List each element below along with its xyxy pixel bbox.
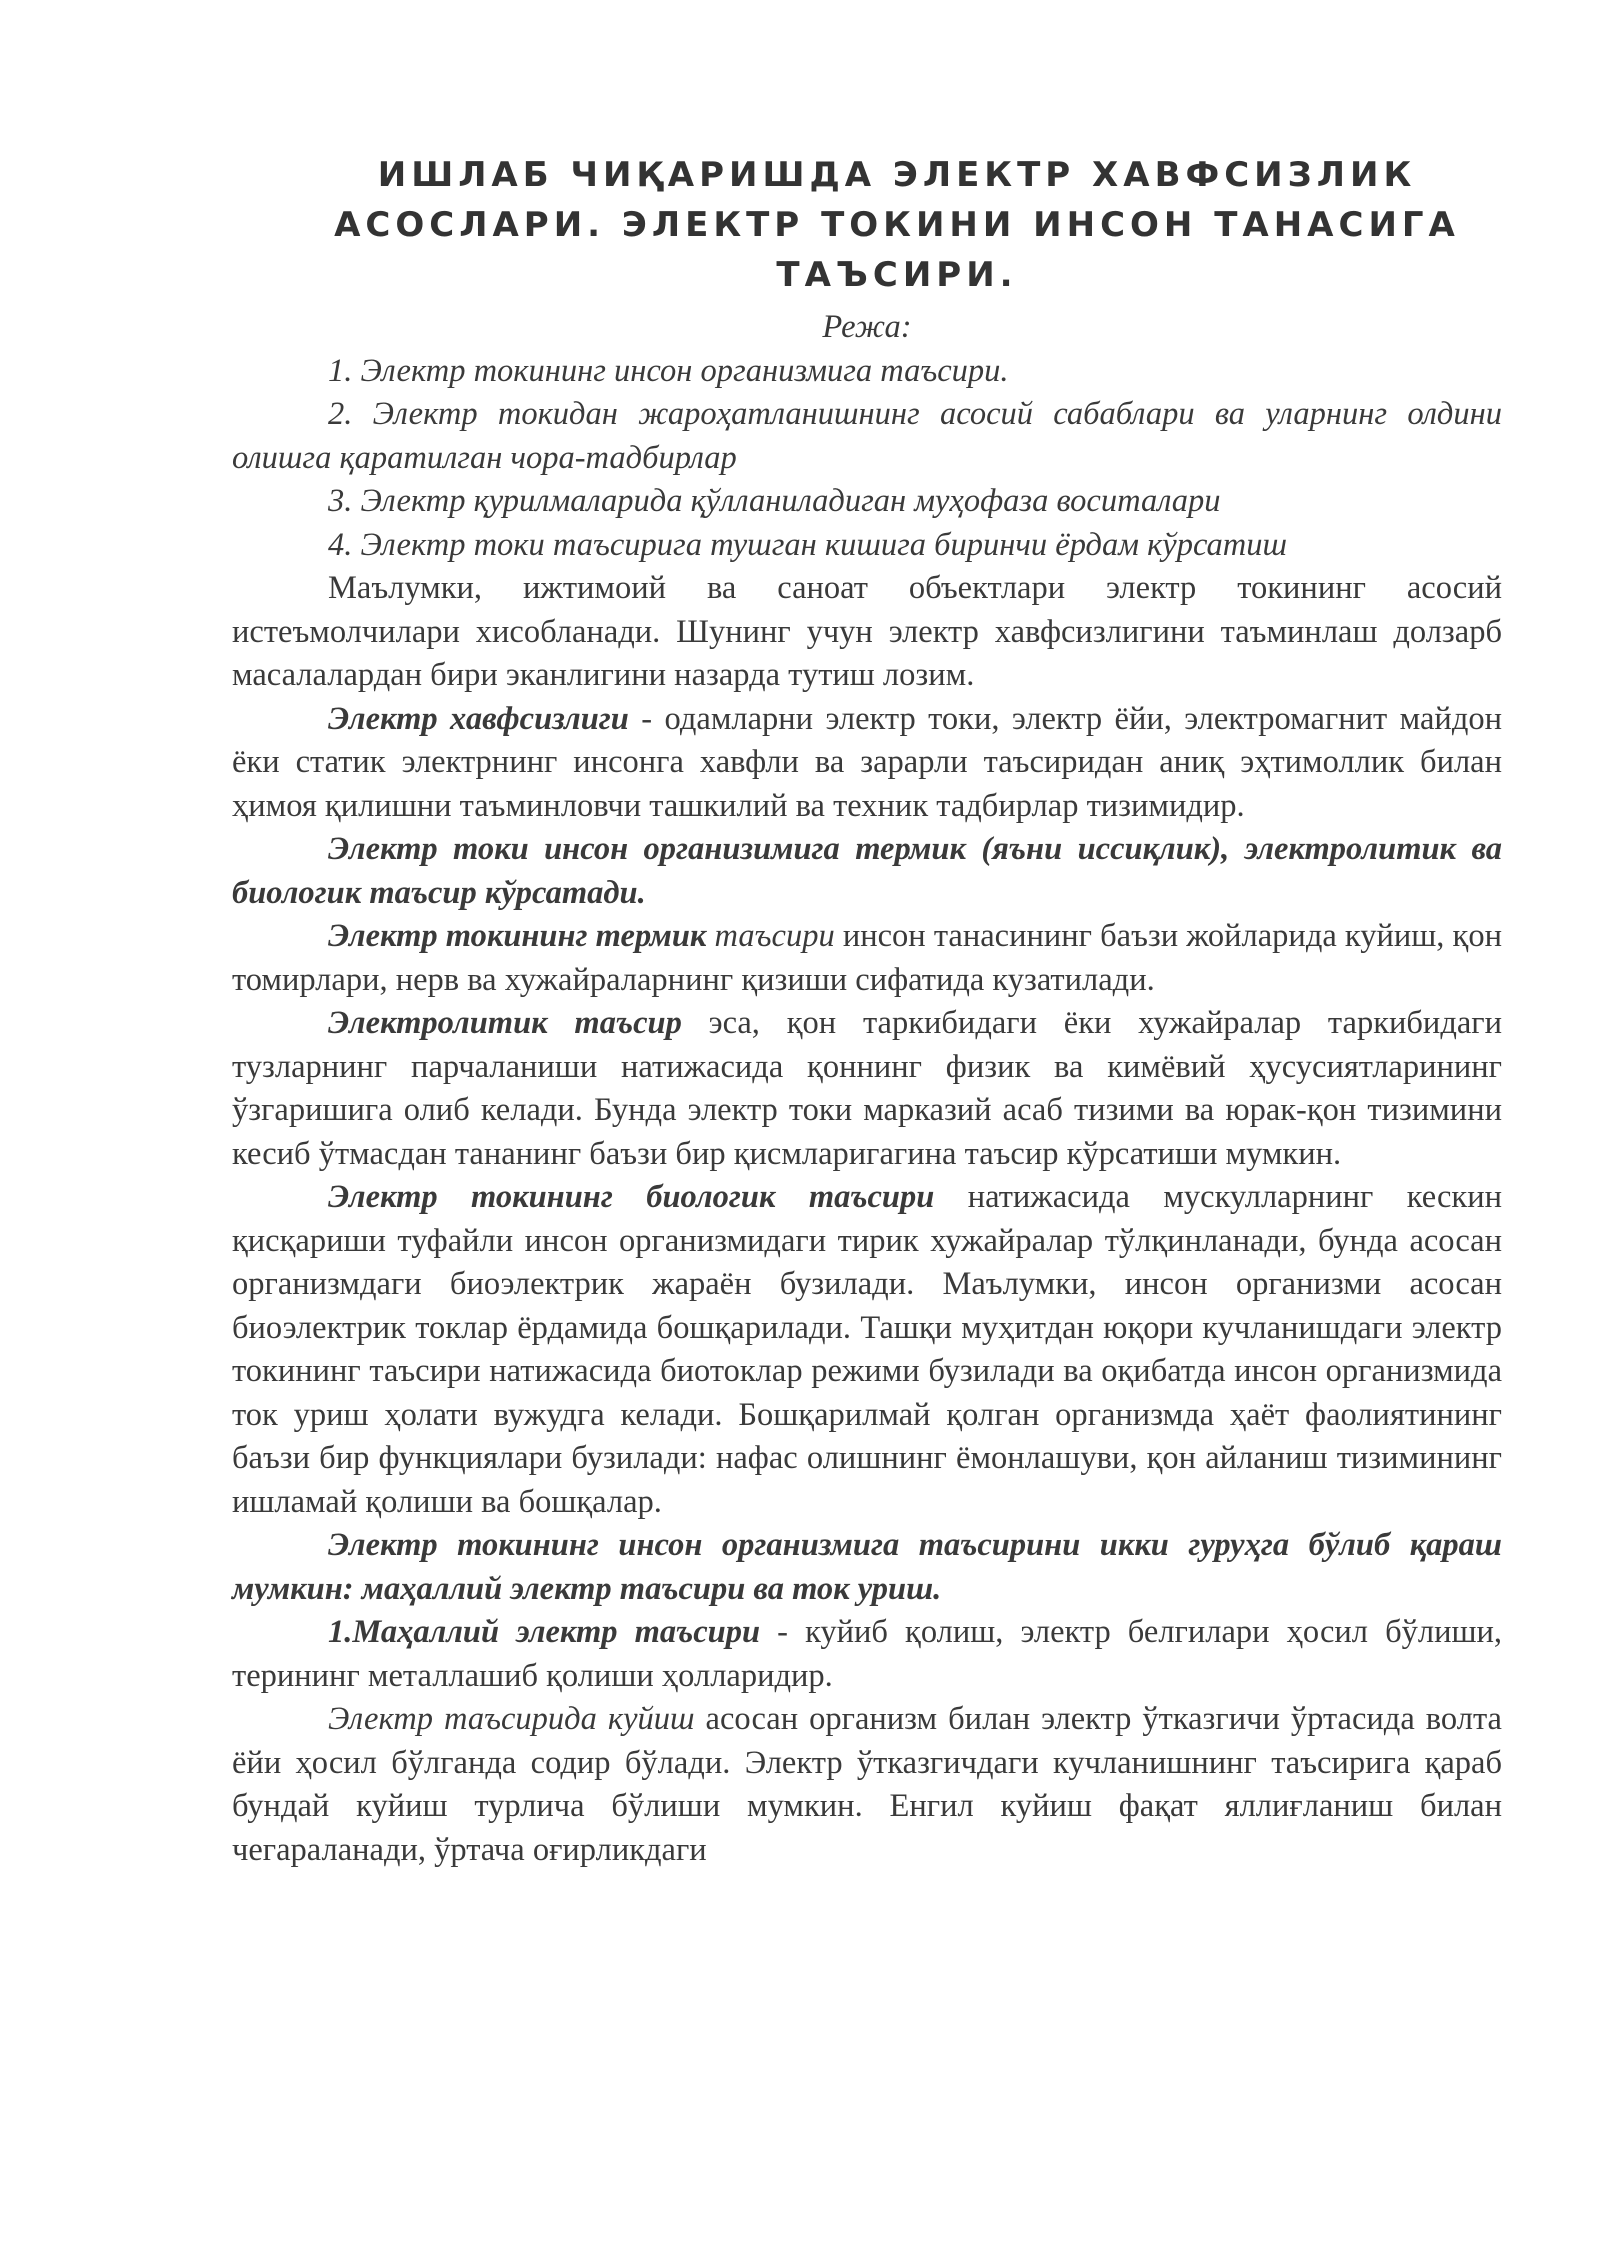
document-page <box>232 150 1502 1872</box>
definition-text: - одамларни электр токи, электр ёйи, электромагнит майдон ёки статик электрнинг инсонга хавфли ва зарарли таъсиридан аниқ эҳтимоллик билан ҳимоя қилишни таъминловчи ташкилий ва техник тадбирлар тизимидир. <box>232 700 1503 824</box>
term-biological: Электр токининг биологик таъсири <box>328 1179 935 1215</box>
plan-item-3: 3. Электр қурилмаларида қўлланиладиган муҳофаза воситалари <box>328 483 1221 519</box>
plan-item-4: 4. Электр токи таъсирига тушган кишига биринчи ёрдам кўрсатиш <box>328 526 1288 563</box>
paragraph-biological <box>232 1176 1502 1524</box>
thermal-text: инсон танасининг баъзи жойларида куйиш, қон томирлари, нерв ва хужайраларнинг қизиши сифатида кузатилади. <box>232 918 1502 998</box>
plan-heading: Режа: <box>822 309 912 345</box>
biological-text: натижасида мускулларнинг кескин қисқариши туфайли инсон организмидаги тирик хужайралар тўлқинланади, бунда асосан организмдаги биоэлектрик жараён бузилади. Маълумки, инсон организми асосан биоэлектрик токлар ёрдамида бошқарилади. Ташқи муҳитдан юқори кучланишдаги электр токининг таъсири натижасида биотоклар режими бузилади ва оқибатда инсон организмида ток уриш ҳолати вужудга келади. Бошқарилмай қолган организмда ҳаёт фаолиятининг баъзи бир функциялари бузилади: нафас олишнинг ёмонлашуви, қон айланиш тизимининг ишламай қолиши ва бошқалар. <box>232 1179 1502 1520</box>
paragraph-thermal <box>232 915 1502 1002</box>
plan-item-2: 2. Электр токидан жароҳатланишнинг асосий сабаблари ва уларнинг олдини олишга қаратилган чора-тадбирлар <box>232 396 1502 476</box>
burns-text: асосан организм билан электр ўтказгичи ўртасида волта ёйи ҳосил бўлганда содир бўлади. Электр ўтказгичдаги кучланишнинг таъсирига қараб бундай куйиш турлича бўлиши мумкин. Енгил куйиш фақат яллиғланиш билан чегараланади, ўртача оғирликдаги <box>232 1701 1502 1868</box>
local-effect-text: - куйиб қолиш, электр белгилари ҳосил бўлиши, терининг металлашиб қолиши ҳолларидир. <box>232 1614 1503 1694</box>
term-thermal-italic: таъсири <box>706 918 835 954</box>
paragraph-local-effect <box>232 1611 1502 1698</box>
paragraph-electrolytic <box>232 1002 1502 1176</box>
term-thermal: Электр токининг термик <box>328 918 707 954</box>
electrolytic-text: эса, қон таркибидаги ёки хужайралар таркибидаги тузларнинг парчаланиши натижасида қоннинг физик ва кимёвий ҳусусиятларининг ўзгаришига олиб келади. Бунда электр токи марказий асаб тизими ва юрак-қон тизимини кесиб ўтмасдан тананинг баъзи бир қисмларигагина таъсир кўрсатиши мумкин. <box>232 1005 1503 1172</box>
term-burns: Электр таъсирида куйиш <box>328 1701 695 1737</box>
paragraph-two-groups: Электр токининг инсон организмига таъсирини икки гуруҳга бўлиб қараш мумкин: маҳаллий электр таъсири ва ток уриш. <box>232 1527 1502 1607</box>
paragraph-burns <box>232 1698 1502 1872</box>
paragraph-intro: Маълумки, ижтимоий ва саноат объектлари электр токининг асосий истеъмолчилари хисобланади. Шунинг учун электр хавфсизлигини таъминлаш долзарб масалалардан бири эканлигини назарда тутиш лозим. <box>232 570 1502 693</box>
paragraph-definition <box>232 698 1502 829</box>
paragraph-effects-summary: Электр токи инсон организимига термик (яъни иссиқлик), электролитик ва биологик таъсир кўрсатади. <box>232 831 1502 911</box>
term-electrical-safety: Электр хавфсизлиги <box>328 700 629 737</box>
term-electrolytic: Электролитик таъсир <box>328 1005 682 1041</box>
plan-item-1: 1. Электр токининг инсон организмига таъсири. <box>328 352 1009 389</box>
term-local-effect: 1.Маҳаллий электр таъсири <box>328 1614 761 1650</box>
document-title: ИШЛАБ ЧИҚАРИШДА ЭЛЕКТР ХАВФСИЗЛИК АСОСЛАРИ. ЭЛЕКТР ТОКИНИ ИНСОН ТАНАСИГА ТАЪСИРИ. <box>334 155 1460 295</box>
